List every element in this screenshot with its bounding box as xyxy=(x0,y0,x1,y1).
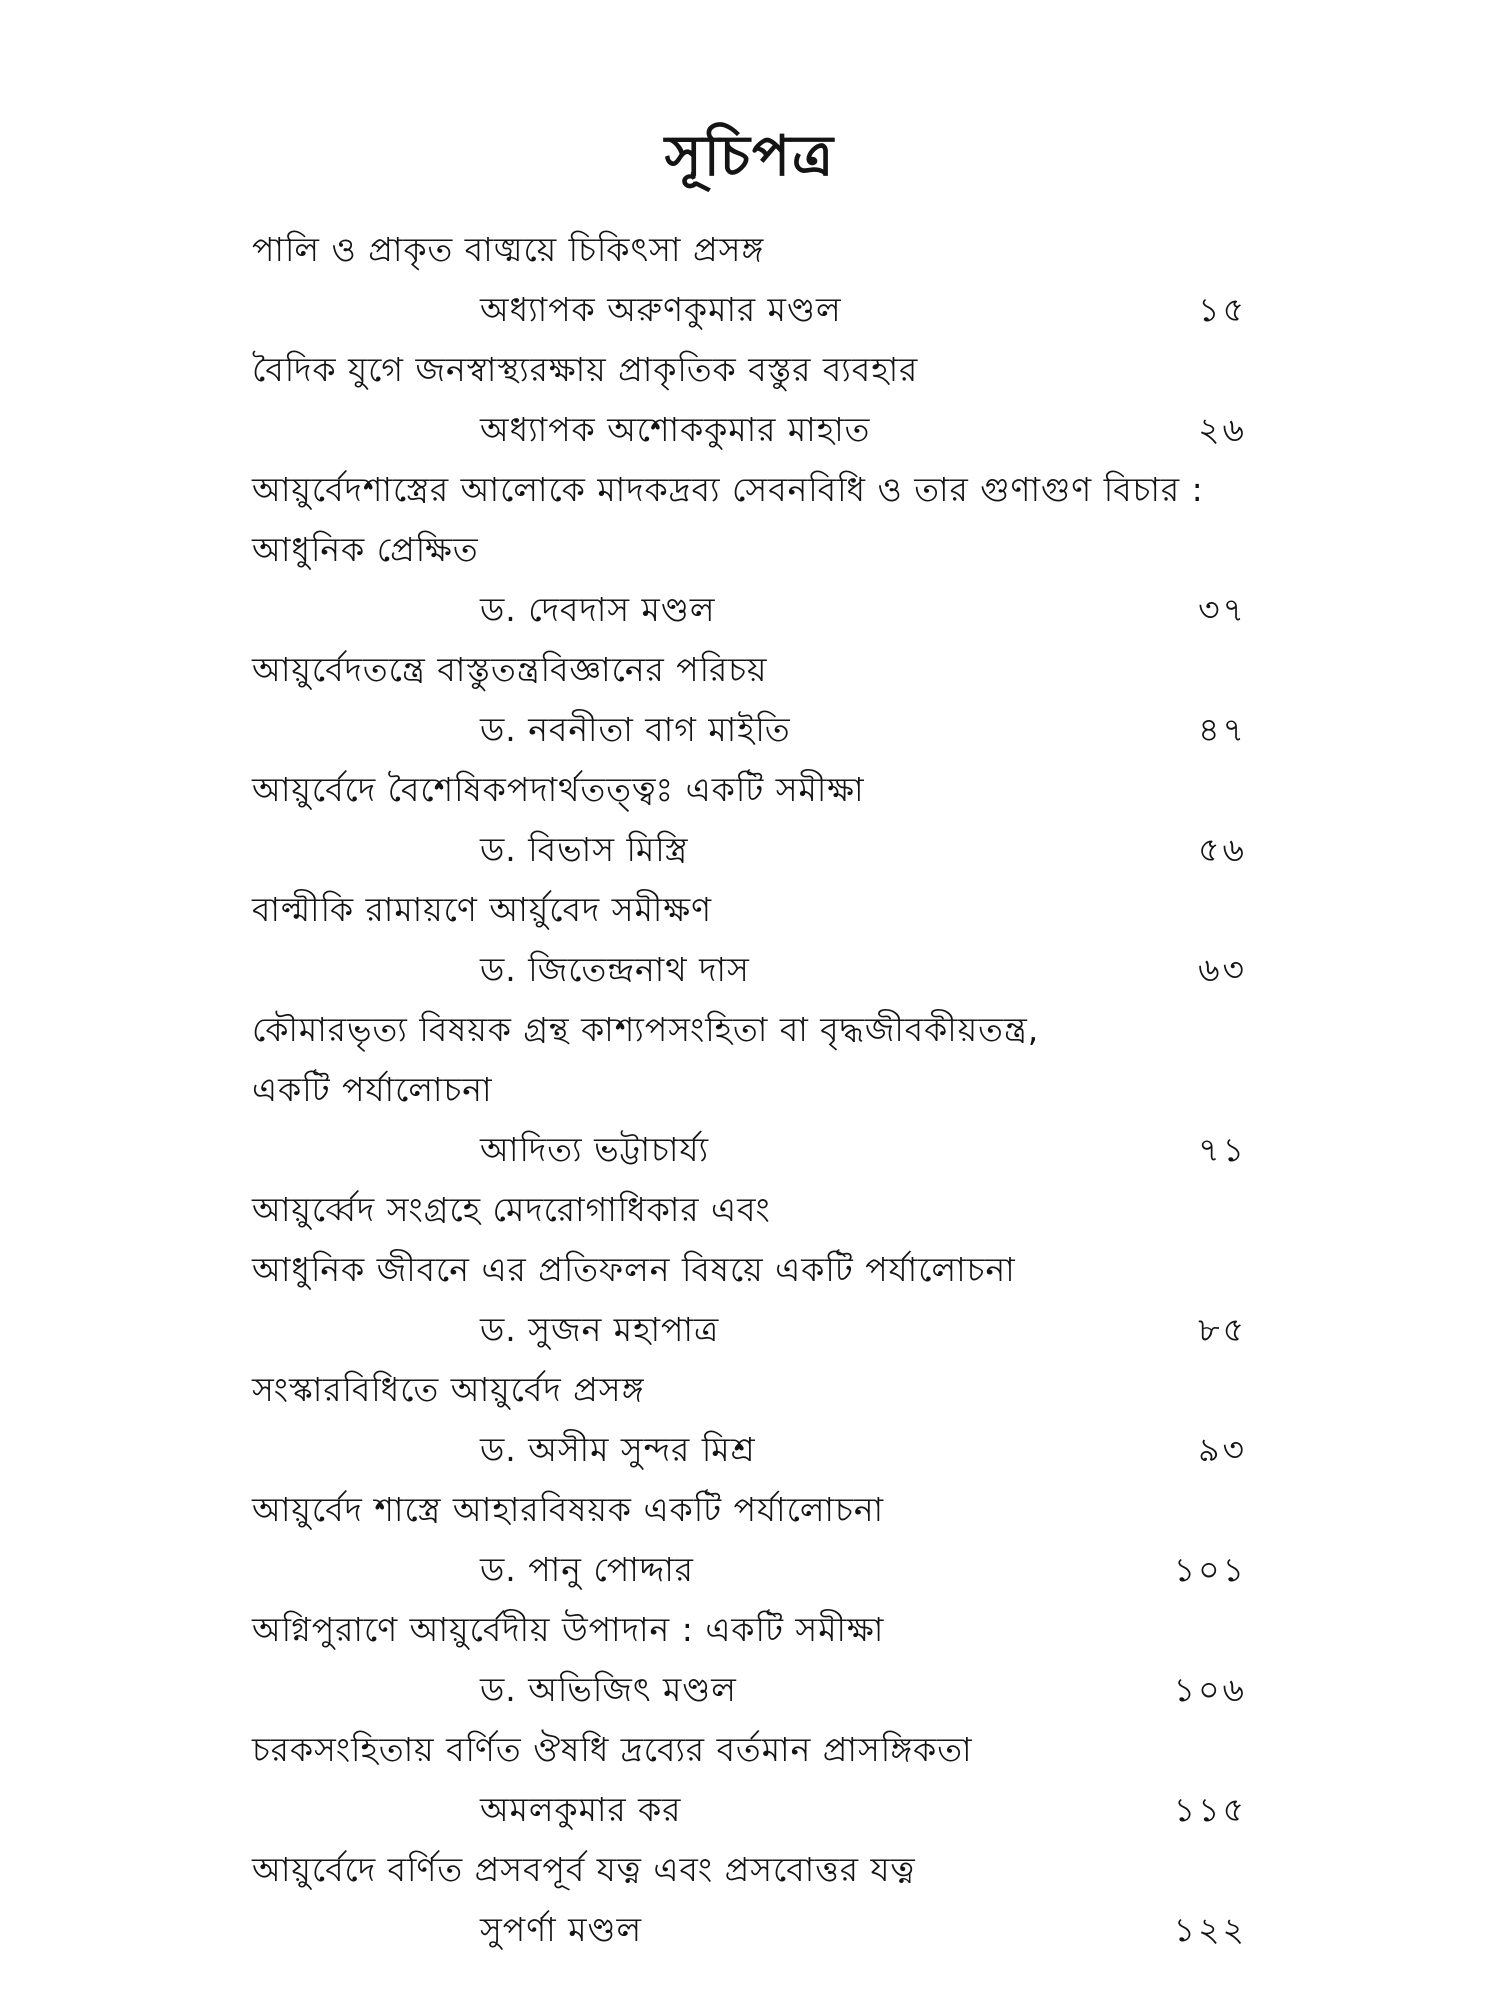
toc-entry xyxy=(252,1600,1252,1720)
toc-entry xyxy=(252,220,1252,340)
author-name: ড. নবনীতা বাগ মাইতি xyxy=(480,710,791,749)
author-row xyxy=(252,1420,1252,1480)
page-number: ৫৬ xyxy=(1198,830,1247,869)
toc-entry xyxy=(252,1720,1252,1840)
article-title: আয়ুর্বেদতন্ত্রে বাস্তুতন্ত্রবিজ্ঞানের পরিচয় xyxy=(252,650,768,689)
author-name: ড. বিভাস মিস্ত্রি xyxy=(480,830,689,869)
author-name: অধ্যাপক অরুণকুমার মণ্ডল xyxy=(480,290,842,329)
author-row xyxy=(252,280,1252,340)
article-title: আধুনিক প্রেক্ষিত xyxy=(252,530,479,569)
page-number: ১২২ xyxy=(1173,1910,1247,1949)
article-title: অগ্নিপুরাণে আয়ুর্বেদীয় উপাদান : একটি সমীক্ষা xyxy=(252,1610,885,1649)
author-name: ড. পানু পোদ্দার xyxy=(480,1550,694,1589)
page-number: ৬৩ xyxy=(1198,950,1247,989)
article-title: আধুনিক জীবনে এর প্রতিফলন বিষয়ে একটি পর্যালোচনা xyxy=(252,1250,1016,1289)
page-number: ২৬ xyxy=(1198,410,1247,449)
toc-entry xyxy=(252,640,1252,760)
article-title: চরকসংহিতায় বর্ণিত ঔষধি দ্রব্যের বর্তমান প্রাসঙ্গিকতা xyxy=(252,1730,973,1769)
article-title: আয়ুর্বেদ শাস্ত্রে আহারবিষয়ক একটি পর্যালোচনা xyxy=(252,1490,885,1529)
article-title: বৈদিক যুগে জনস্বাস্থ্যরক্ষায় প্রাকৃতিক বস্তুর ব্যবহার xyxy=(252,350,919,389)
author-row xyxy=(252,1540,1252,1600)
article-title: আয়ুর্ব্বেদ সংগ্রহে মেদরোগাধিকার এবং xyxy=(252,1190,771,1229)
author-row xyxy=(252,400,1252,460)
toc-entry xyxy=(252,460,1252,640)
toc-entry xyxy=(252,1180,1252,1360)
author-row xyxy=(252,700,1252,760)
toc-entry xyxy=(252,1360,1252,1480)
toc-entry xyxy=(252,760,1252,880)
author-name: ড. অসীম সুন্দর মিশ্র xyxy=(480,1430,756,1469)
toc-entry xyxy=(252,880,1252,1000)
author-name: ড. জিতেন্দ্রনাথ দাস xyxy=(480,950,750,989)
table-of-contents xyxy=(252,220,1252,1960)
article-title: আয়ুর্বেদে বর্ণিত প্রসবপূর্ব যত্ন এবং প্রসবোত্তর যত্ন xyxy=(252,1850,916,1889)
author-name: অমলকুমার কর xyxy=(480,1790,682,1829)
page-title: সূচিপত্র xyxy=(664,122,836,189)
page-number: ৩৭ xyxy=(1198,590,1247,629)
author-name: ড. সুজন মহাপাত্র xyxy=(480,1310,720,1349)
author-row xyxy=(252,940,1252,1000)
toc-entry xyxy=(252,1480,1252,1600)
article-title: পালি ও প্রাকৃত বাঙ্ময়ে চিকিৎসা প্রসঙ্গ xyxy=(252,230,765,269)
article-title: আয়ুর্বেদে বৈশেষিকপদার্থতত্ত্বঃ একটি সমীক্ষা xyxy=(252,770,865,809)
author-row xyxy=(252,1300,1252,1360)
toc-entry xyxy=(252,1000,1252,1180)
page-number: ১৫ xyxy=(1198,290,1247,329)
author-name: ড. দেবদাস মণ্ডল xyxy=(480,590,716,629)
article-title: সংস্কারবিধিতে আয়ুর্বেদ প্রসঙ্গ xyxy=(252,1370,645,1409)
author-row xyxy=(252,1900,1252,1960)
toc-entry xyxy=(252,1840,1252,1960)
page-number: ৭১ xyxy=(1198,1130,1247,1169)
toc-entry xyxy=(252,340,1252,460)
author-row xyxy=(252,580,1252,640)
page-number: ৯৩ xyxy=(1198,1430,1247,1469)
author-row xyxy=(252,820,1252,880)
article-title: কৌমারভৃত্য বিষয়ক গ্রন্থ কাশ্যপসংহিতা বা বৃদ্ধজীবকীয়তন্ত্র, xyxy=(252,1010,1040,1049)
page-number: ১১৫ xyxy=(1173,1790,1247,1829)
article-title: আয়ুর্বেদশাস্ত্রের আলোকে মাদকদ্রব্য সেবনবিধি ও তার গুণাগুণ বিচার : xyxy=(252,470,1204,509)
article-title: একটি পর্যালোচনা xyxy=(252,1070,493,1109)
author-name: ড. অভিজিৎ মণ্ডল xyxy=(480,1670,737,1709)
author-name: সুপর্ণা মণ্ডল xyxy=(480,1910,643,1949)
author-row xyxy=(252,1780,1252,1840)
author-name: আদিত্য ভট্টাচার্য্য xyxy=(480,1130,710,1169)
article-title: বাল্মীকি রামায়ণে আর্য়ুবেদ সমীক্ষণ xyxy=(252,890,713,929)
author-row xyxy=(252,1660,1252,1720)
page-number: ১০১ xyxy=(1173,1550,1247,1589)
author-row xyxy=(252,1120,1252,1180)
page-number: ৪৭ xyxy=(1198,710,1247,749)
author-name: অধ্যাপক অশোককুমার মাহাত xyxy=(480,410,871,449)
page-number: ৮৫ xyxy=(1198,1310,1247,1349)
page-number: ১০৬ xyxy=(1173,1670,1247,1709)
